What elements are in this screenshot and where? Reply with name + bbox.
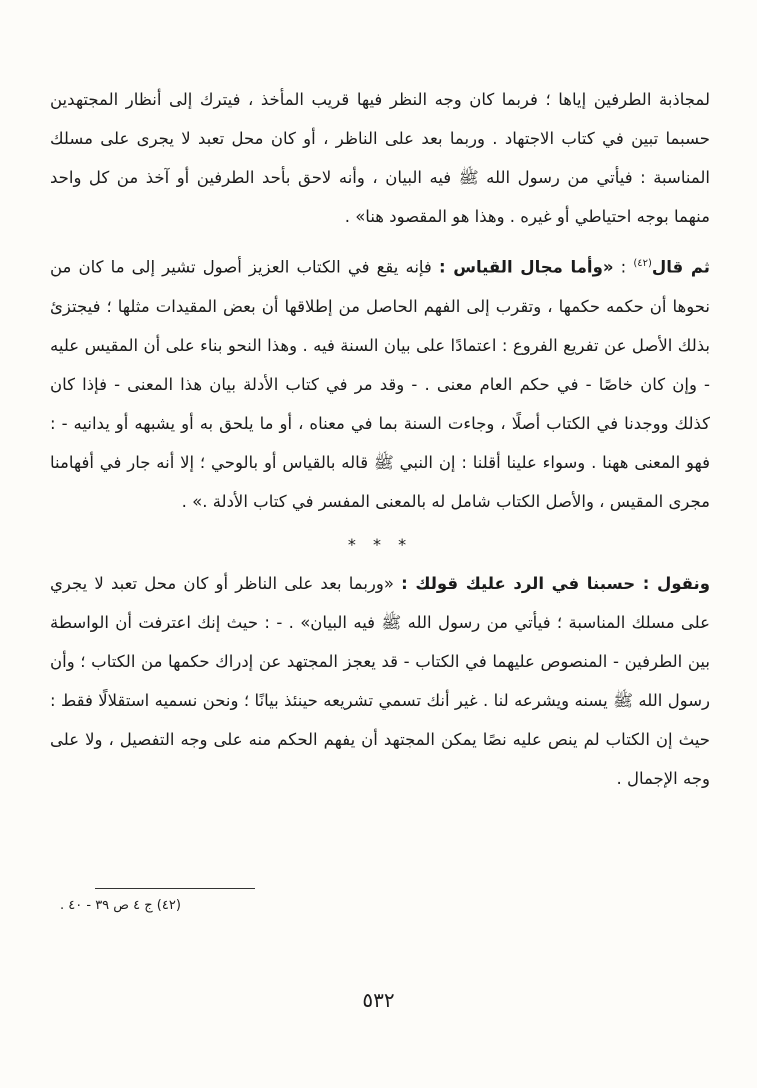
page-number: ٥٣٢ [362, 988, 395, 1012]
page-body [50, 80, 710, 798]
paragraph-1 [50, 80, 710, 236]
section-separator: * * * [347, 534, 413, 554]
paragraph-2-heading: «وأما مجال القياس : [438, 257, 614, 277]
paragraph-3-lead: ونقول : حسبنا في الرد عليك قولك : [401, 573, 710, 593]
footnote: (٤٢) ج ٤ ص ٣٩ - ٤٠ . [60, 898, 181, 913]
paragraph-3-text: «وربما بعد على الناظر أو كان محل تعبد لا يجري على مسلك المناسبة ؛ فيأتي من رسول الله ﷺ فيه البيان» . - : حيث إنك اعترفت أن الواسطة بين الطرفين - المنصوص عليهما في الكتاب - قد يعجز المجتهد عن إدراك حكمها من الكتاب ؛ وأن رسول الله ﷺ يسنه ويشرعه لنا . غير أنك تسمي تشريعه حينئذ بيانًا ؛ ونحن نسميه استقلالًا فقط : حيث إن الكتاب لم ينص عليه نصًا يمكن المجتهد أن يفهم الحكم منه على وجه التفصيل ، ولا على وجه الإجمال . [50, 573, 710, 788]
paragraph-1-text: لمجاذبة الطرفين إياها ؛ فربما كان وجه النظر فيها قريب المأخذ ، فيترك إلى أنظار المجتهدين حسبما تبين في كتاب الاجتهاد . وربما بعد على الناظر ، أو كان محل تعبد لا يجرى على مسلك المناسبة : فيأتي من رسول الله ﷺ فيه البيان ، وأنه لاحق بأحد الطرفين أو آخذ من كل واحد منهما بوجه احتياطي أو غيره . وهذا هو المقصود هنا» . [50, 90, 710, 226]
paragraph-3 [50, 564, 710, 798]
footnote-divider [95, 888, 255, 889]
paragraph-2: ثم قال$^{(٤٢)}$ : «وأما مجال القياس : فإنه يقع في الكتاب العزيز أصول تشير إلى ما كان من نحوها أن حكمه حكمها ، وتقرب إلى الفهم الحاصل من إطلاقها أن بعض المقيدات مثلها ؛ فيجتزئ بذلك الأصل عن تفريع الفروع : اعتمادًا على بيان السنة فيه . وهذا النحو بناء على أن المقيس عليه - وإن كان خاصًا - في حكم العام معنى . - وقد مر في كتاب الأدلة بيان هذا المعنى - فإذا كان كذلك ووجدنا في الكتاب أصلًا ، وجاءت السنة بما في معناه ، أو ما يلحق به أو يشبهه أو يدانيه - : فهو المعنى ههنا . وسواء علينا أقلنا : إن النبي ﷺ قاله بالقياس أو بالوحي ؛ إلا أنه جار في أفهامنا مجرى المقيس ، والأصل الكتاب شامل له بالمعنى المفسر في كتاب الأدلة .» . [50, 257, 710, 511]
paragraph-2-text: فإنه يقع في الكتاب العزيز أصول تشير إلى ما كان من نحوها أن حكمه حكمها ، وتقرب إلى الفهم الحاصل من إطلاقها أن بعض المقيدات مثلها ؛ فيجتزئ بذلك الأصل عن تفريع الفروع : اعتمادًا على بيان السنة فيه . وهذا النحو بناء على أن المقيس عليه - وإن كان خاصًا - في حكم العام معنى . - وقد مر في كتاب الأدلة بيان هذا المعنى - فإذا كان كذلك ووجدنا في الكتاب أصلًا ، وجاءت السنة بما في معناه ، أو ما يلحق به أو يشبهه أو يدانيه - : فهو المعنى ههنا . وسواء علينا أقلنا : إن النبي ﷺ قاله بالقياس أو بالوحي ؛ إلا أنه جار في أفهامنا مجرى المقيس ، والأصل الكتاب شامل له بالمعنى المفسر في كتاب الأدلة .» . [50, 257, 710, 511]
footnote-reference[interactable]: (٤٢) [633, 258, 652, 269]
paragraph-2-lead: ثم قال [651, 257, 710, 277]
